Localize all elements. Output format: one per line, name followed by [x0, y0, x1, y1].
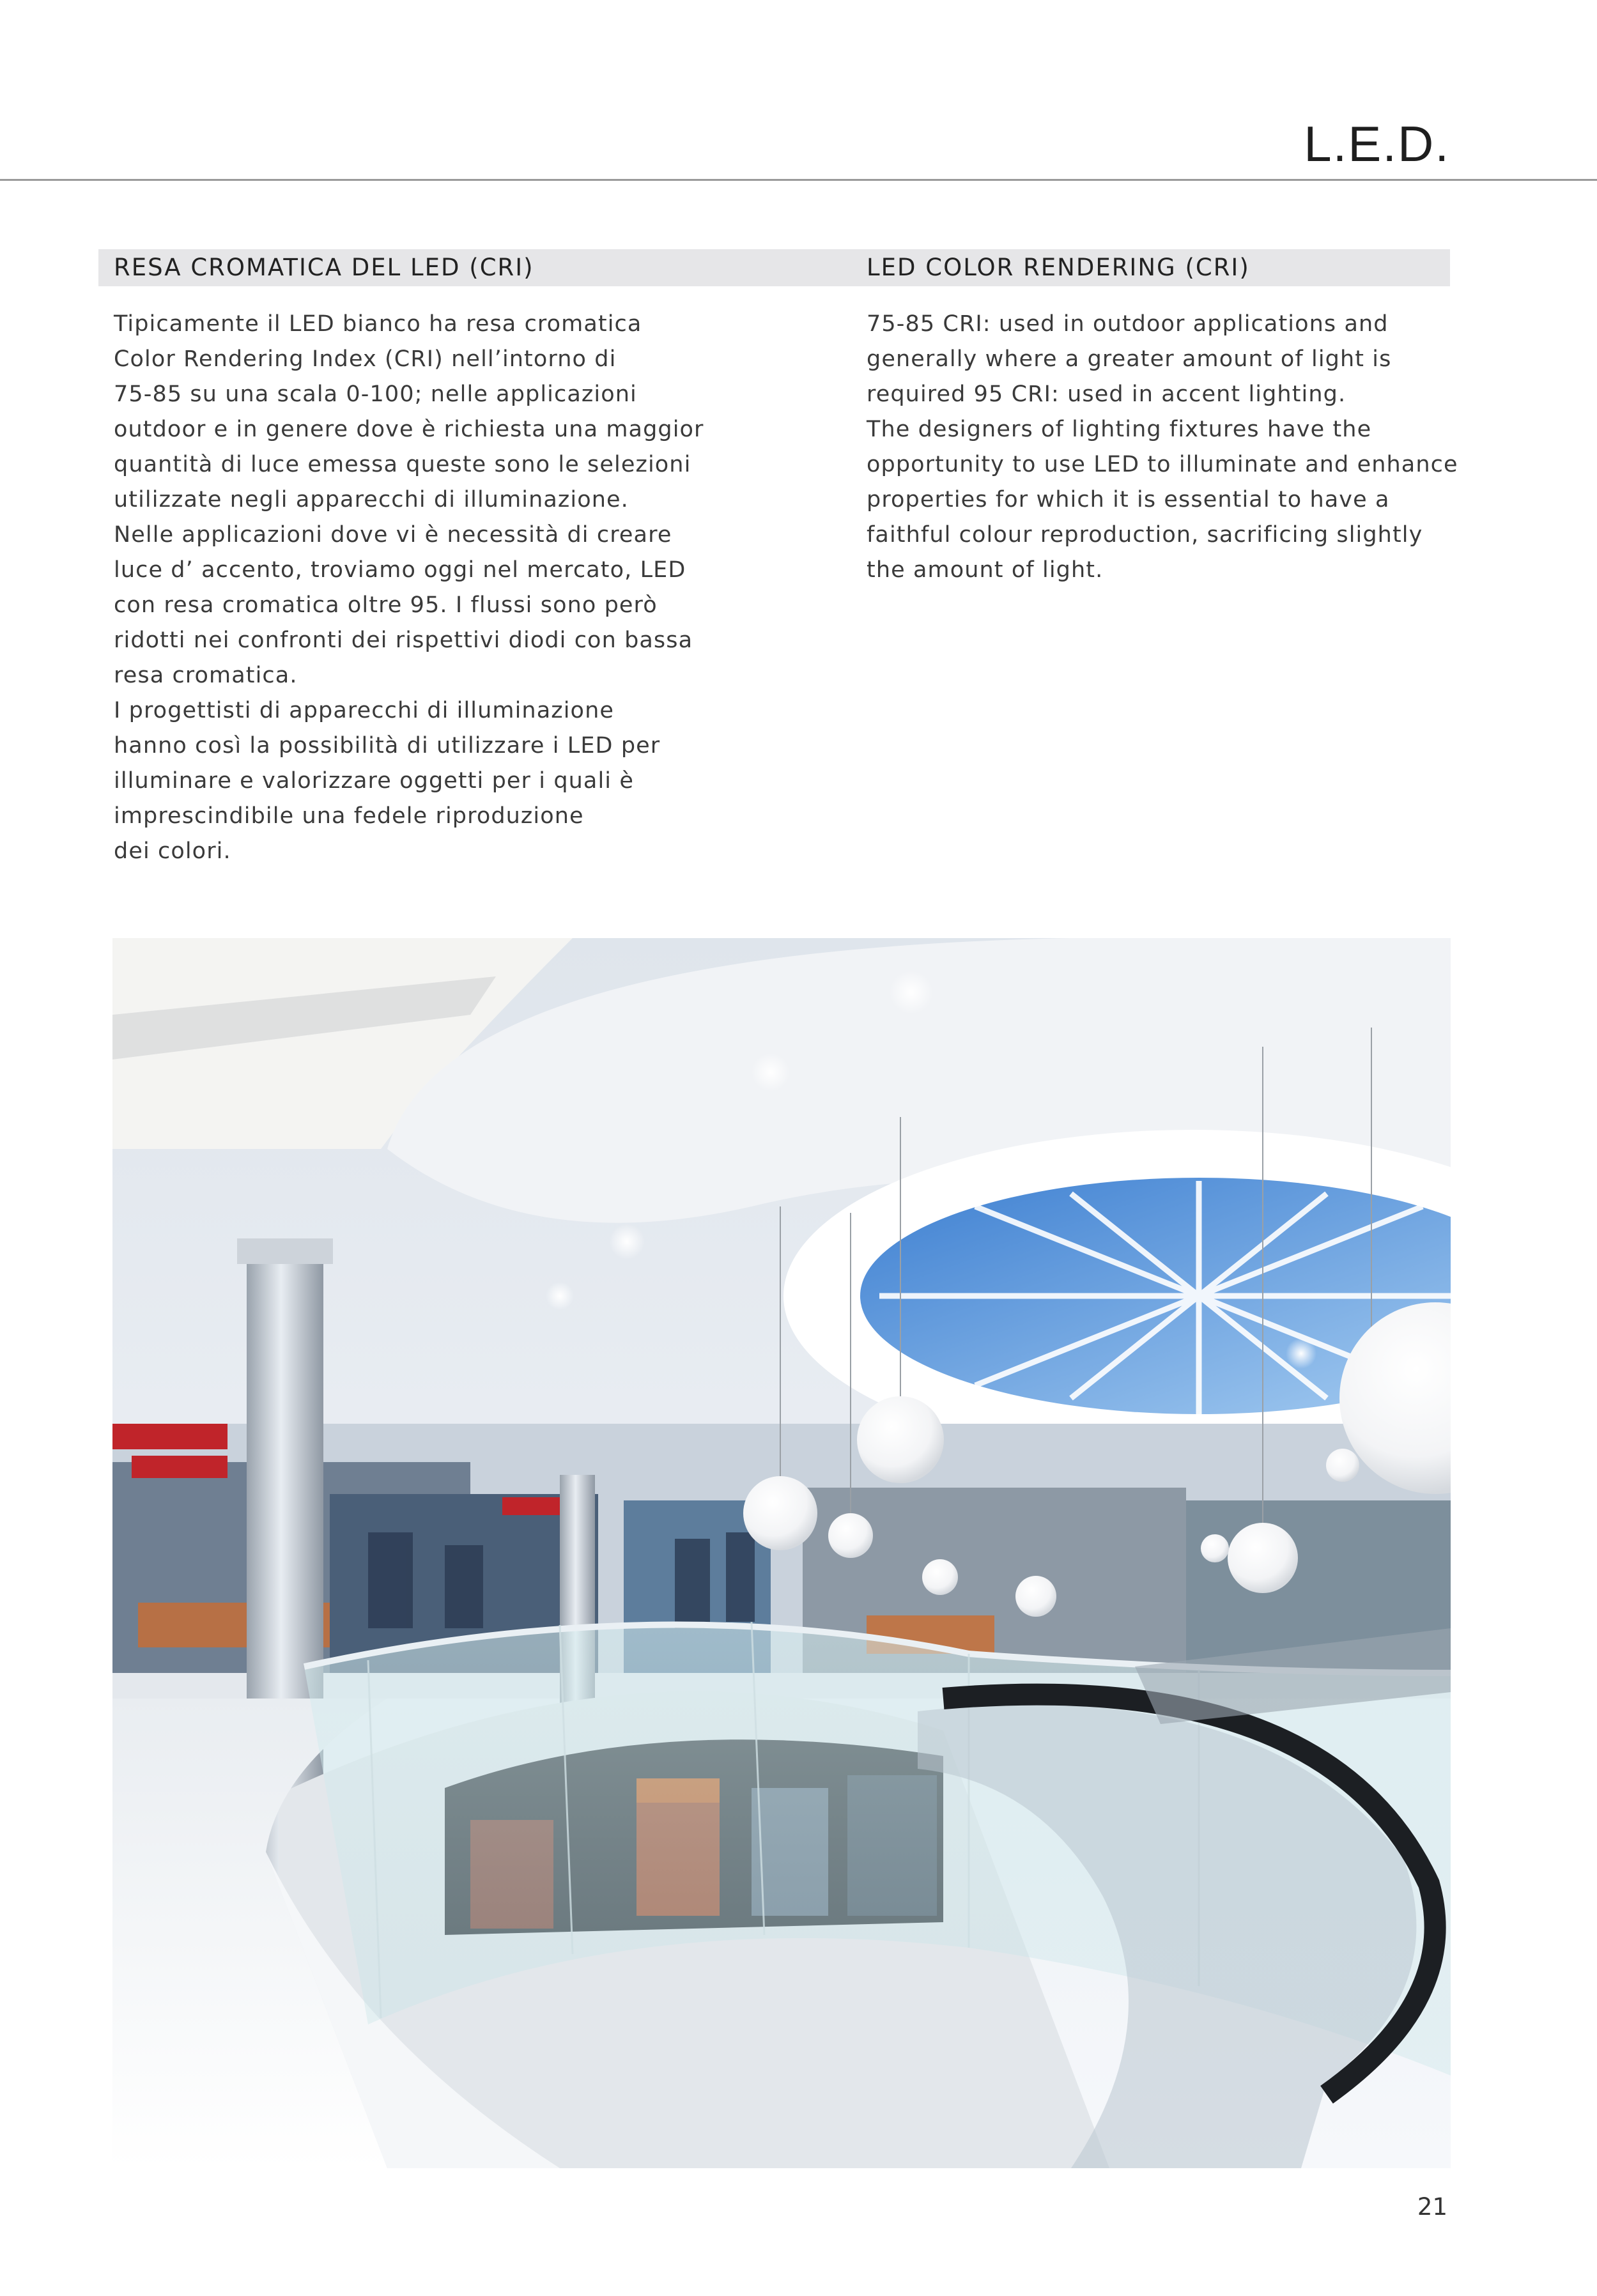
- text-line: con resa cromatica oltre 95. I flussi sono però: [114, 592, 658, 618]
- text-line: hanno così la possibilità di utilizzare i LED per: [114, 733, 661, 759]
- italian-body-text: [114, 307, 823, 869]
- page-number: 21: [1417, 2193, 1447, 2221]
- mall-interior-photo: [112, 938, 1451, 2168]
- text-line: I progettisti di apparecchi di illuminazione: [114, 698, 614, 723]
- text-line: dei colori.: [114, 838, 231, 864]
- text-line: Color Rendering Index (CRI) nell’intorno di: [114, 346, 617, 372]
- text-line: opportunity to use LED to illuminate and enhance: [867, 452, 1458, 477]
- text-line: properties for which it is essential to have a: [867, 487, 1390, 512]
- text-line: The designers of lighting fixtures have the: [867, 417, 1372, 442]
- english-body-text: [867, 307, 1458, 588]
- page-title: L.E.D.: [1304, 116, 1450, 172]
- text-line: Nelle applicazioni dove vi è necessità di creare: [114, 522, 672, 548]
- text-line: the amount of light.: [867, 557, 1104, 583]
- italian-section-heading: RESA CROMATICA DEL LED (CRI): [98, 249, 833, 286]
- text-line: quantità di luce emessa queste sono le selezioni: [114, 452, 691, 477]
- text-line: illuminare e valorizzare oggetti per i quali è: [114, 768, 634, 794]
- text-line: ridotti nei confronti dei rispettivi diodi con bassa: [114, 628, 693, 653]
- text-line: 75-85 CRI: used in outdoor applications and: [867, 311, 1389, 337]
- text-line: imprescindibile una fedele riproduzione: [114, 803, 584, 829]
- text-line: 75-85 su una scala 0-100; nelle applicazioni: [114, 381, 637, 407]
- english-section-heading: LED COLOR RENDERING (CRI): [833, 249, 1450, 286]
- text-line: resa cromatica.: [114, 663, 298, 688]
- text-line: outdoor e in genere dove è richiesta una maggior: [114, 417, 704, 442]
- text-line: required 95 CRI: used in accent lighting.: [867, 381, 1346, 407]
- text-line: Tipicamente il LED bianco ha resa cromatica: [114, 311, 642, 337]
- text-line: utilizzate negli apparecchi di illuminazione.: [114, 487, 629, 512]
- text-line: faithful colour reproduction, sacrificing slightly: [867, 522, 1423, 548]
- header-divider: [0, 179, 1597, 181]
- text-line: generally where a greater amount of light is: [867, 346, 1392, 372]
- text-line: luce d’ accento, troviamo oggi nel mercato, LED: [114, 557, 686, 583]
